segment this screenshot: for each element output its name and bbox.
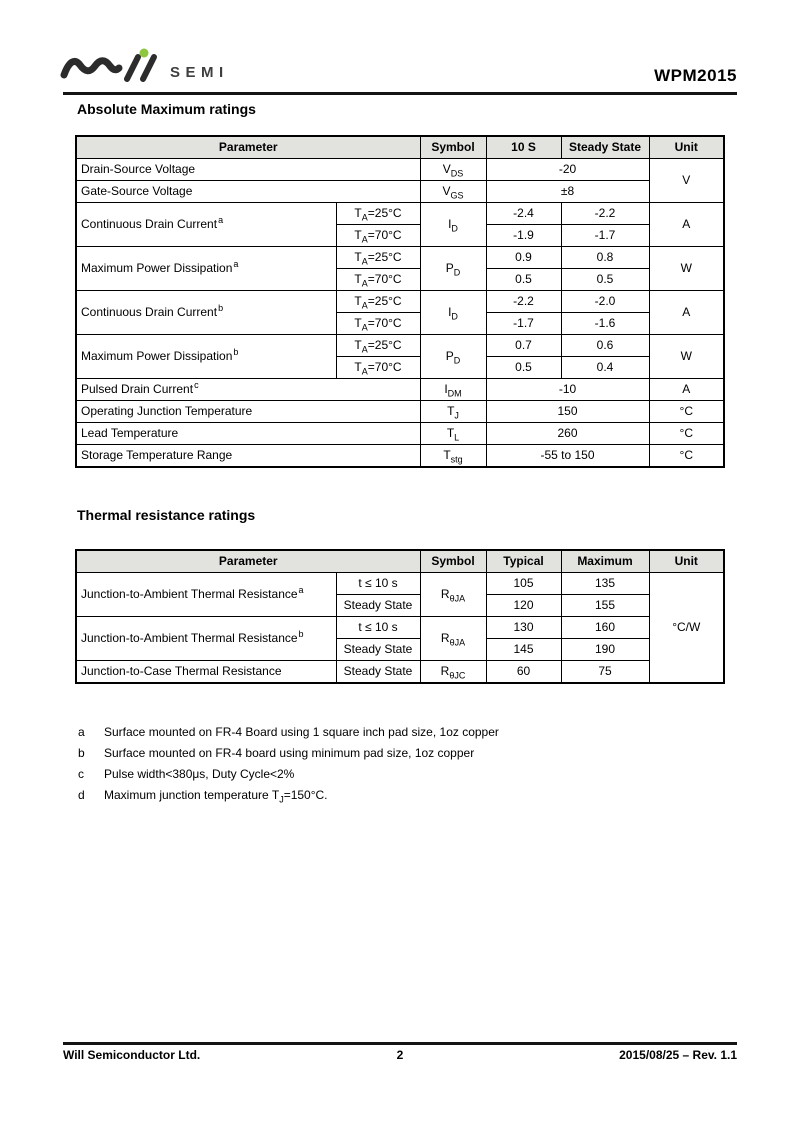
note-superscript: a xyxy=(298,585,304,596)
cell-value: 0.5 xyxy=(486,269,561,291)
cell-value: -2.4 xyxy=(486,203,561,225)
param-text: Continuous Drain Current xyxy=(81,217,218,232)
cell-value: 0.5 xyxy=(486,357,561,379)
table-row xyxy=(76,203,724,225)
col-header-maximum: Maximum xyxy=(561,550,649,573)
symbol-base: V xyxy=(442,162,451,177)
cell-symbol xyxy=(420,291,486,335)
symbol-subscript: GS xyxy=(450,190,464,201)
footnote-text-pre: Maximum junction temperature T xyxy=(104,788,280,802)
cell-condition: Steady State xyxy=(336,595,420,617)
cell-value: -2.2 xyxy=(561,203,649,225)
cond-subscript: A xyxy=(361,344,368,355)
footnote-c xyxy=(78,764,499,785)
note-superscript: b xyxy=(233,347,239,358)
cell-value: 0.4 xyxy=(561,357,649,379)
cell-condition: Steady State xyxy=(336,639,420,661)
cell-value: 75 xyxy=(561,661,649,684)
cell-value: -55 to 150 xyxy=(486,445,649,468)
cell-value: 0.8 xyxy=(561,247,649,269)
cell-condition xyxy=(336,225,420,247)
will-semi-logo-icon xyxy=(60,48,290,88)
table-row xyxy=(76,617,724,639)
cell-param xyxy=(76,379,420,401)
table-row xyxy=(76,573,724,595)
cell-value: 0.5 xyxy=(561,269,649,291)
cell-value: 105 xyxy=(486,573,561,595)
cell-symbol xyxy=(420,445,486,468)
cell-value: -1.6 xyxy=(561,313,649,335)
cell-value: 0.7 xyxy=(486,335,561,357)
cell-value: -2.0 xyxy=(561,291,649,313)
cell-symbol xyxy=(420,203,486,247)
logo-green-dot-icon xyxy=(140,49,149,58)
cell-unit: °C xyxy=(649,445,724,468)
cond-base: T xyxy=(354,272,362,287)
cell-param xyxy=(76,335,336,379)
symbol-base: R xyxy=(440,631,450,646)
cell-unit: °C xyxy=(649,401,724,423)
col-header-unit: Unit xyxy=(649,136,724,159)
col-header-typical: Typical xyxy=(486,550,561,573)
cond-value: =70°C xyxy=(367,272,402,287)
cond-subscript: A xyxy=(361,234,368,245)
footnote-label: b xyxy=(78,746,85,760)
logo-wave-icon xyxy=(64,61,119,75)
cell-condition xyxy=(336,335,420,357)
cell-value: -1.9 xyxy=(486,225,561,247)
footer-company: Will Semiconductor Ltd. xyxy=(63,1048,201,1062)
cell-condition: t ≤ 10 s xyxy=(336,573,420,595)
cell-param xyxy=(76,203,336,247)
section-title-absolute-max: Absolute Maximum ratings xyxy=(77,101,256,117)
cell-value: 0.6 xyxy=(561,335,649,357)
param-text: Maximum Power Dissipation xyxy=(81,349,233,364)
cell-param: Drain-Source Voltage xyxy=(76,159,420,181)
cell-value: 60 xyxy=(486,661,561,684)
table-row xyxy=(76,159,724,181)
logo-slash-icon xyxy=(127,57,138,79)
cond-value: =25°C xyxy=(367,294,402,309)
symbol-base: T xyxy=(447,404,455,419)
col-header-parameter: Parameter xyxy=(76,550,420,573)
cell-condition: Steady State xyxy=(336,661,420,684)
footnote-text: Surface mounted on FR-4 board using minimum pad size, 1oz copper xyxy=(104,746,475,760)
col-header-symbol: Symbol xyxy=(420,550,486,573)
note-superscript: a xyxy=(233,259,239,270)
param-text: Continuous Drain Current xyxy=(81,305,218,320)
cond-base: T xyxy=(354,228,362,243)
symbol-subscript: θJA xyxy=(449,593,466,604)
footnote-text xyxy=(104,788,328,805)
symbol-subscript: θJA xyxy=(449,637,466,648)
table-row xyxy=(76,661,724,684)
cell-symbol xyxy=(420,423,486,445)
symbol-base: I xyxy=(444,382,448,397)
col-header-steady-state: Steady State xyxy=(561,136,649,159)
cell-unit: A xyxy=(649,291,724,335)
symbol-subscript: DS xyxy=(450,168,464,179)
cond-base: T xyxy=(354,294,362,309)
footer-page-number: 2 xyxy=(396,1048,404,1062)
table-row xyxy=(76,423,724,445)
cell-value: -20 xyxy=(486,159,649,181)
symbol-base: P xyxy=(445,261,454,276)
symbol-base: V xyxy=(442,184,451,199)
cell-condition: t ≤ 10 s xyxy=(336,617,420,639)
symbol-base: T xyxy=(443,448,451,463)
cell-condition xyxy=(336,357,420,379)
table-row xyxy=(76,379,724,401)
cond-base: T xyxy=(354,360,362,375)
cell-value: 260 xyxy=(486,423,649,445)
cell-param xyxy=(76,291,336,335)
symbol-subscript: D xyxy=(451,311,458,322)
symbol-base: T xyxy=(446,426,455,441)
footnotes xyxy=(78,722,499,806)
cell-symbol xyxy=(420,181,486,203)
table-row xyxy=(76,181,724,203)
footer-rule xyxy=(63,1042,737,1045)
footnote-text: Pulse width<380μs, Duty Cycle<2% xyxy=(104,767,295,781)
cond-value: =25°C xyxy=(367,250,402,265)
col-header-10s: 10 S xyxy=(486,136,561,159)
cell-unit: °C/W xyxy=(649,573,724,684)
cell-symbol xyxy=(420,661,486,684)
cell-param: Gate-Source Voltage xyxy=(76,181,420,203)
table-row xyxy=(76,445,724,468)
cell-condition xyxy=(336,247,420,269)
param-text: Pulsed Drain Current xyxy=(81,382,194,397)
footnote-text: Surface mounted on FR-4 Board using 1 square inch pad size, 1oz copper xyxy=(104,725,499,739)
note-superscript: c xyxy=(194,380,199,391)
cell-condition xyxy=(336,269,420,291)
cell-value: -1.7 xyxy=(561,225,649,247)
cell-value: 190 xyxy=(561,639,649,661)
cond-value: =70°C xyxy=(367,228,402,243)
cond-subscript: A xyxy=(361,366,368,377)
footnote-a xyxy=(78,722,499,743)
cond-base: T xyxy=(354,316,362,331)
cond-base: T xyxy=(354,206,362,221)
cell-value: -1.7 xyxy=(486,313,561,335)
cond-subscript: A xyxy=(361,300,368,311)
symbol-subscript: stg xyxy=(450,454,463,465)
footnote-label: a xyxy=(78,725,85,739)
cell-symbol xyxy=(420,617,486,661)
footnote-text-post: =150°C. xyxy=(283,788,328,802)
symbol-subscript: D xyxy=(451,223,458,234)
cell-condition xyxy=(336,203,420,225)
symbol-base: I xyxy=(448,217,452,232)
cell-value: -2.2 xyxy=(486,291,561,313)
cell-unit: A xyxy=(649,203,724,247)
cond-base: T xyxy=(354,250,362,265)
note-superscript: b xyxy=(218,303,224,314)
symbol-subscript: L xyxy=(454,432,460,443)
symbol-subscript: DM xyxy=(447,388,462,399)
cond-value: =25°C xyxy=(367,206,402,221)
param-text: Junction-to-Ambient Thermal Resistance xyxy=(81,631,298,646)
col-header-parameter: Parameter xyxy=(76,136,420,159)
cell-symbol xyxy=(420,379,486,401)
cell-symbol xyxy=(420,335,486,379)
cell-symbol xyxy=(420,401,486,423)
symbol-subscript: D xyxy=(453,267,461,278)
cell-value: 135 xyxy=(561,573,649,595)
cell-value: 130 xyxy=(486,617,561,639)
cell-unit: W xyxy=(649,247,724,291)
cell-value: 0.9 xyxy=(486,247,561,269)
cell-value: ±8 xyxy=(486,181,649,203)
symbol-base: I xyxy=(448,305,452,320)
note-superscript: b xyxy=(298,629,304,640)
cell-value: 160 xyxy=(561,617,649,639)
table-row xyxy=(76,401,724,423)
cell-param: Storage Temperature Range xyxy=(76,445,420,468)
footnote-label: d xyxy=(78,788,85,802)
cond-subscript: A xyxy=(361,212,368,223)
cell-symbol xyxy=(420,247,486,291)
cell-value: 150 xyxy=(486,401,649,423)
symbol-subscript: J xyxy=(454,410,459,421)
note-superscript: a xyxy=(218,215,224,226)
col-header-symbol: Symbol xyxy=(420,136,486,159)
col-header-unit: Unit xyxy=(649,550,724,573)
cell-symbol xyxy=(420,573,486,617)
symbol-subscript: θJC xyxy=(449,670,466,681)
cell-unit: V xyxy=(649,159,724,203)
cell-condition xyxy=(336,291,420,313)
table-header-row xyxy=(76,136,724,159)
thermal-resistance-table xyxy=(75,549,725,684)
footnote-d xyxy=(78,785,499,806)
cell-param: Lead Temperature xyxy=(76,423,420,445)
symbol-base: R xyxy=(440,664,450,679)
cell-param: Junction-to-Case Thermal Resistance xyxy=(76,661,336,684)
param-text: Maximum Power Dissipation xyxy=(81,261,233,276)
cell-value: 155 xyxy=(561,595,649,617)
cond-base: T xyxy=(354,338,362,353)
header-rule xyxy=(63,92,737,95)
cond-subscript: A xyxy=(361,256,368,267)
table-row xyxy=(76,291,724,313)
symbol-subscript: D xyxy=(453,355,461,366)
table-row xyxy=(76,247,724,269)
param-text: Junction-to-Ambient Thermal Resistance xyxy=(81,587,298,602)
cell-unit: °C xyxy=(649,423,724,445)
cell-condition xyxy=(336,313,420,335)
cell-param xyxy=(76,573,336,617)
footnote-subscript: J xyxy=(279,794,284,805)
cond-value: =70°C xyxy=(367,316,402,331)
cell-value: 120 xyxy=(486,595,561,617)
cond-value: =70°C xyxy=(367,360,402,375)
cell-value: -10 xyxy=(486,379,649,401)
cond-subscript: A xyxy=(361,322,368,333)
cell-unit: A xyxy=(649,379,724,401)
footnote-label: c xyxy=(78,767,84,781)
footnote-b xyxy=(78,743,499,764)
table-header-row xyxy=(76,550,724,573)
cell-unit: W xyxy=(649,335,724,379)
cell-value: 145 xyxy=(486,639,561,661)
cond-value: =25°C xyxy=(367,338,402,353)
cell-param xyxy=(76,247,336,291)
symbol-base: R xyxy=(440,587,450,602)
cell-param xyxy=(76,617,336,661)
absolute-max-table xyxy=(75,135,725,468)
symbol-base: P xyxy=(445,349,454,364)
logo-slash-icon xyxy=(143,57,154,79)
cell-param: Operating Junction Temperature xyxy=(76,401,420,423)
section-title-thermal: Thermal resistance ratings xyxy=(77,507,256,523)
logo-semi-text: SEMI xyxy=(170,64,229,81)
cond-subscript: A xyxy=(361,278,368,289)
table-row xyxy=(76,335,724,357)
footer-revision: 2015/08/25 – Rev. 1.1 xyxy=(619,1048,737,1062)
part-number: WPM2015 xyxy=(654,66,737,85)
cell-symbol xyxy=(420,159,486,181)
